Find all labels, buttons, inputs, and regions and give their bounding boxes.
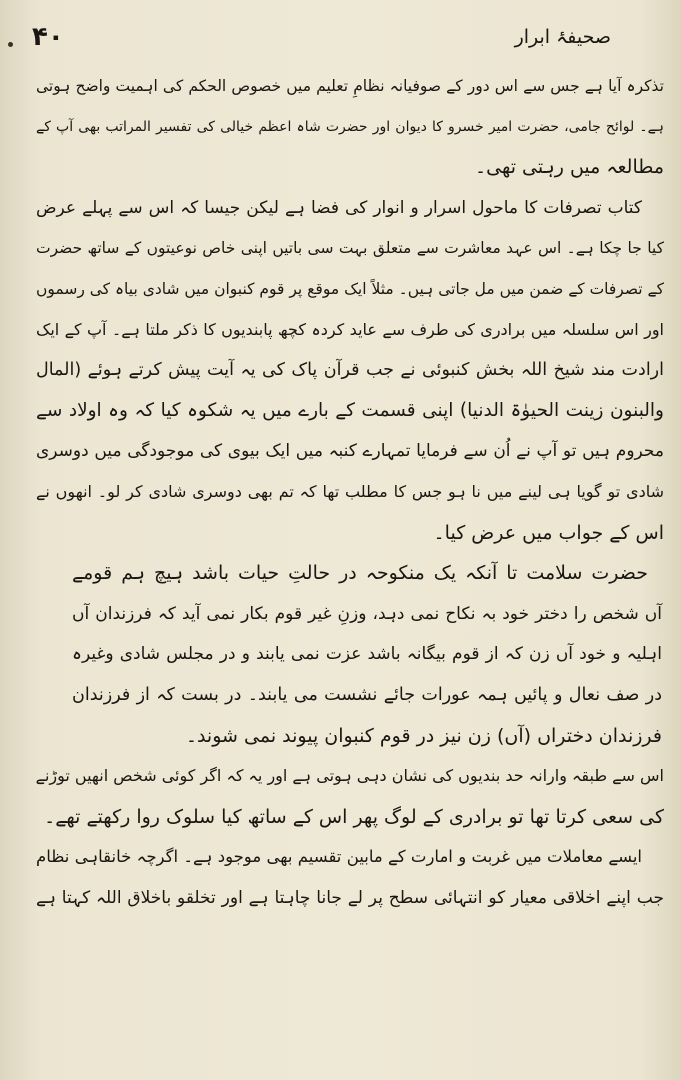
text-line: تذکرہ آیا ہے جس سے اس دور کے صوفیانہ نظامِ تعلیم میں خصوص الحکم کی اہمیت واضح ہوتی xyxy=(36,77,664,95)
quote-line: آں شخص را دختر خود بہ نکاح نمی دہد، وزنِ غیر قوم بکار نمی آید کہ فرزندان آں xyxy=(72,603,662,624)
text-line: ہے۔ لوائح جامی، حضرت امیر خسرو کا دیوان اور حضرت شاہ اعظم خیالی کی تفسیر المراتب بھی آپ کے xyxy=(36,118,664,135)
page-header xyxy=(0,22,681,62)
page-number: ۴۰ xyxy=(32,22,64,52)
quote-line: در صف نعال و پائیں ہمہ عورات جائے نشست می یابند۔ در بست کہ از فرزندان xyxy=(72,684,662,705)
persian-quotation xyxy=(36,553,664,756)
paragraph xyxy=(36,188,664,553)
quote-line: اہلیہ و خود آں زن کہ از قوم بیگانہ باشد عزت نمی یابند و در مجلس شادی وغیرہ xyxy=(72,644,662,665)
page-body xyxy=(36,66,664,918)
text-line: ارادت مند شیخ اللہ بخش کنبوئی نے جب قرآن پاک کی یہ آیت پیش کرتے ہوئے (المال xyxy=(36,360,664,381)
paragraph xyxy=(36,756,664,837)
text-line: شادی تو گویا ہی لینے میں نا ہو جس کا مطلب تھا کہ تم بھی دوسری شادی کر لو۔ انھوں نے xyxy=(36,481,664,501)
paragraph xyxy=(36,837,664,918)
text-line: محروم ہیں تو آپ نے اُن سے فرمایا تمہارے کنبہ میں ایک بیوی کی موجودگی میں دوسری xyxy=(36,441,664,462)
running-head: صحیفۂ ابرار xyxy=(514,26,611,48)
corner-mark xyxy=(8,42,13,47)
quote-line: فرزندان دختراں (آں) زن نیز در قوم کنبوان پیوند نمی شوند۔ xyxy=(185,724,662,747)
text-line: کی سعی کرتا تھا تو برادری کے لوگ پھر اس کے ساتھ کیا سلوک روا رکھتے تھے۔ xyxy=(44,805,664,828)
text-line: اور اس سلسلہ میں برادری کی طرف سے عاید کردہ کچھ پابندیوں کا ذکر ملتا ہے۔ آپ کے ایک xyxy=(36,319,664,339)
text-line: اس کے جواب میں عرض کیا۔ xyxy=(433,521,664,544)
text-line: اس سے طبقہ وارانہ حد بندیوں کی نشان دہی ہوتی ہے اور یہ کہ اگر کوئی شخص انھیں توڑنے xyxy=(36,766,664,786)
text-line: جب اپنے اخلاقی معیار کو انتہائی سطح پر لے جانا چاہتا ہے اور تخلقو باخلاق اللہ کہتا ہے xyxy=(36,887,664,908)
quote-line: حضرت سلامت تا آنکہ یک منکوحہ در حالتِ حیات باشد ہیچ ہم قومے xyxy=(72,562,648,585)
text-line: والبنون زینت الحیوٰۃ الدنیا) اپنی قسمت کے بارے میں یہ شکوہ کیا کہ وہ اولاد سے xyxy=(36,399,664,421)
text-line: مطالعہ میں رہتی تھی۔ xyxy=(474,156,664,179)
text-line: کتاب تصرفات کا ماحول اسرار و انوار کی فضا ہے لیکن جیسا کہ اس سے پہلے عرض xyxy=(36,197,642,218)
paragraph xyxy=(36,66,664,188)
text-line: ایسے معاملات میں غربت و امارت کے مابین تقسیم بھی موجود ہے۔ اگرچہ خانقاہی نظام xyxy=(36,847,642,867)
text-line: کیا جا چکا ہے۔ اس عہد معاشرت سے متعلق بہت سی باتیں اپنی خاص نوعیتوں کے ساتھ حضرت xyxy=(36,239,664,258)
text-line: کے تصرفات کے ضمن میں مل جاتی ہیں۔ مثلاً ایک موقع پر قوم کنبوان میں شادی بیاہ کی رسموں xyxy=(36,279,664,298)
